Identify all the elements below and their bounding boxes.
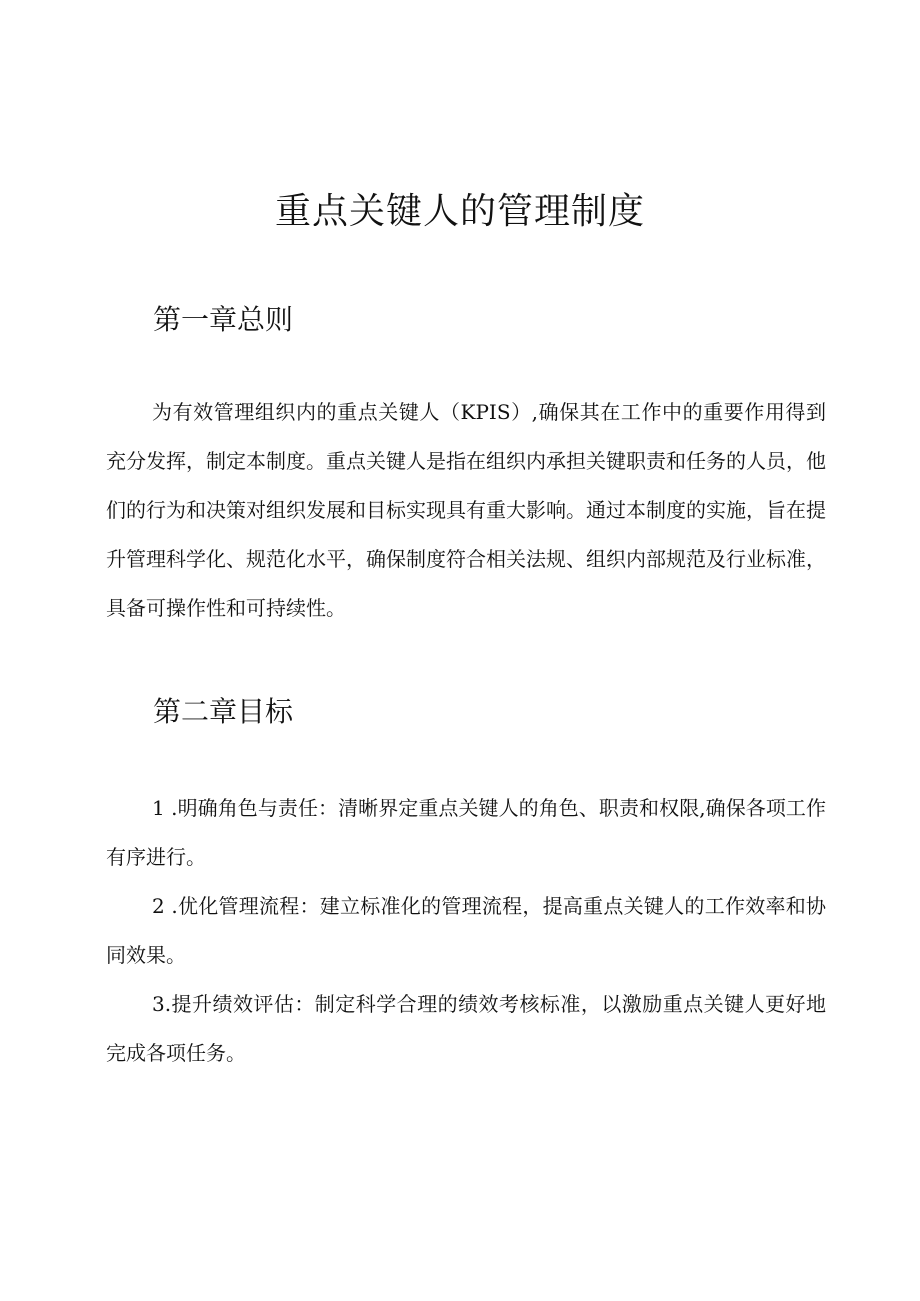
goal-item-2: 2 .优化管理流程：建立标准化的管理流程，提高重点关键人的工作效率和协同效果。 [106, 894, 826, 967]
chapter-2-heading: 第二章目标 [153, 695, 294, 728]
goal-item-1: 1 .明确角色与责任：清晰界定重点关键人的角色、职责和权限,确保各项工作有序进行。 [106, 796, 826, 869]
goal-item-3: 3.提升绩效评估：制定科学合理的绩效考核标准，以激励重点关键人更好地完成各项任务。 [106, 992, 826, 1065]
chapter-1-paragraph: 为有效管理组织内的重点关键人（KPIS）,确保其在工作中的重要作用得到充分发挥，制定本制度。重点关键人是指在组织内承担关键职责和任务的人员，他们的行为和决策对组织发展和目标实现具有重大影响。通过本制度的实施，旨在提升管理科学化、规范化水平，确保制度符合相关法规、组织内部规范及行业标准，具备可操作性和可持续性。 [106, 400, 826, 620]
chapter-1-heading: 第一章总则 [153, 303, 294, 336]
document-title: 重点关键人的管理制度 [274, 191, 645, 232]
